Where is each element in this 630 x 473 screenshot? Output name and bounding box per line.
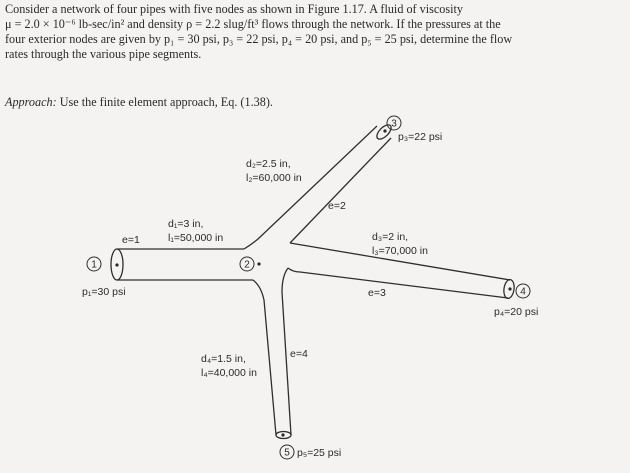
node-3-dot [383,129,386,132]
problem-line-4: rates through the various pipe segments. [5,47,202,61]
pipe-2-upper-edge [244,126,377,249]
element-3-label: e=3 [368,287,386,299]
element-4-label: e=4 [290,348,308,360]
problem-line-3: four exterior nodes are given by p₁ = 30 psi, p₃ = 22 psi, p₄ = 20 psi, and p₅ = 25 psi, determine the flow [5,32,513,46]
pipe-2-length: l₂=60,000 in [246,172,302,184]
element-1-label: e=1 [122,234,140,246]
element-2-label: e=2 [328,200,346,212]
pipe-2-lower-edge [290,138,391,243]
pipe-4-left-edge [253,280,276,435]
pipe-2-diameter: d₂=2.5 in, [246,158,291,170]
node-5-dot [281,433,284,436]
approach-label: Approach: [5,95,57,109]
node-1-number: 1 [91,259,97,271]
pressure-p1-label: p₁=30 psi [82,286,126,298]
pipe-4-diameter: d₄=1.5 in, [201,353,246,365]
node-2-dot [257,262,260,265]
pressure-p4-label: p₄=20 psi [494,306,539,318]
pipe-3-lower-edge [288,268,508,298]
pressure-p5-label: p₅=25 psi [297,447,342,459]
node-3-number: 3 [391,118,397,130]
pressure-p3-label: p₃=22 psi [398,131,443,143]
problem-line-1: Consider a network of four pipes with five nodes as shown in Figure 1.17. A fluid of viscosity [5,2,463,16]
node-dots [115,129,511,436]
pipe-3-diameter: d₃=2 in, [372,231,409,243]
node-1-dot [115,263,118,266]
approach-text: Use the finite element approach, Eq. (1.38). [59,95,273,109]
pipe-outline [111,122,515,438]
pipe-4-length: l₄=40,000 in [201,367,257,379]
pipe-3-length: l₃=70,000 in [372,245,428,257]
pipe-1-length: l₁=50,000 in [168,232,224,244]
node-2-number: 2 [244,259,250,271]
node-4-number: 4 [520,286,526,298]
node-rings [87,116,530,459]
node-5-number: 5 [284,447,290,459]
node-4-dot [508,287,511,290]
problem-line-2: μ = 2.0 × 10⁻⁶ lb-sec/in² and density ρ = 2.2 slug/ft³ flows through the network. If the pressures at the [5,17,501,31]
pipe-1-diameter: d₁=3 in, [168,218,204,230]
